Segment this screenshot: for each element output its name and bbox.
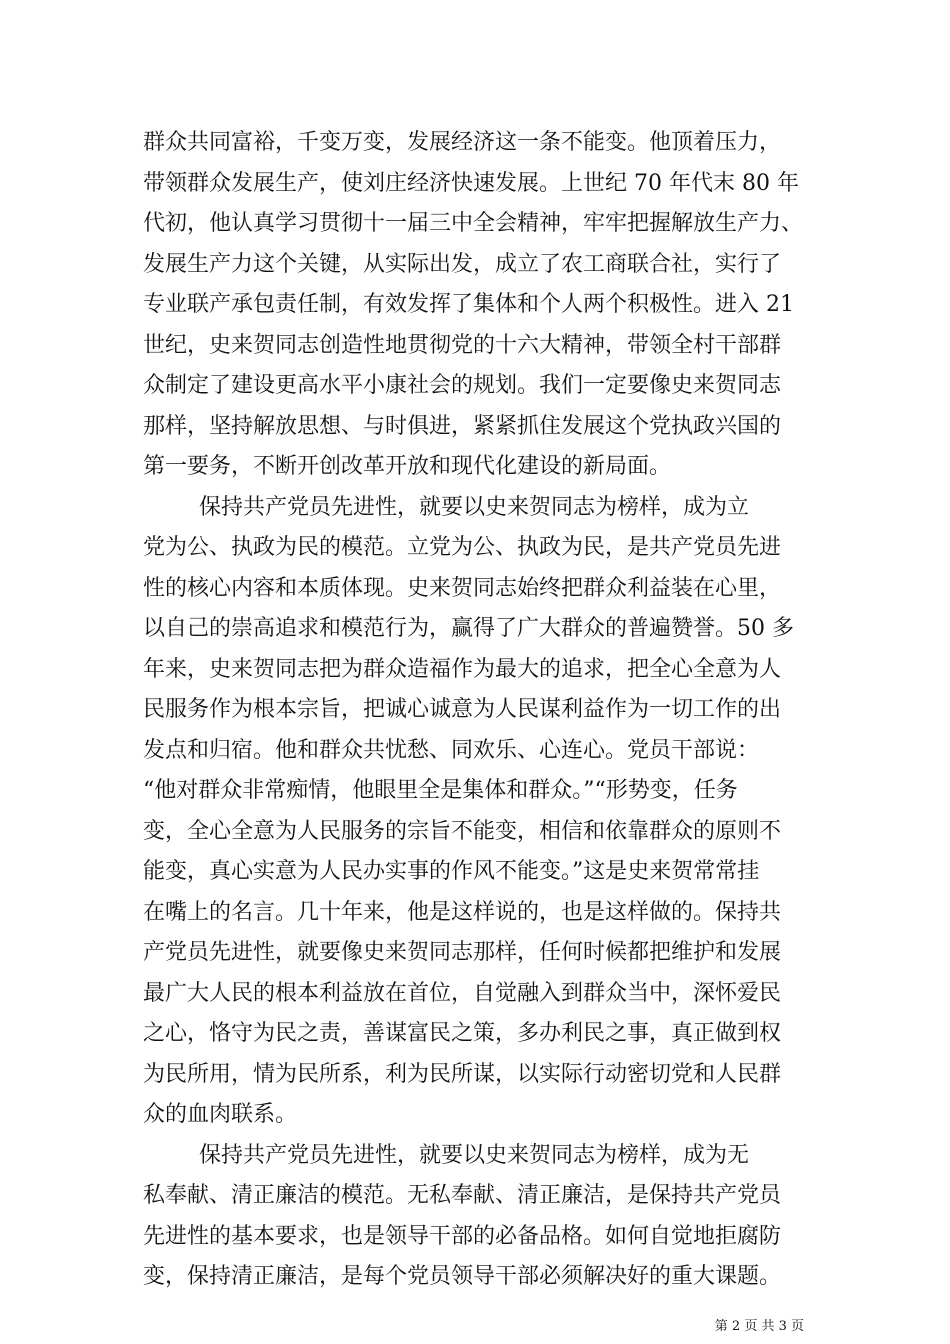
body-text-line: 为民所用，情为民所系，利为民所谋，以实际行动密切党和人民群 [143, 1062, 782, 1087]
body-text-line: 产党员先进性，就要像史来贺同志那样，任何时候都把维护和发展 [143, 940, 782, 965]
body-text-line: 专业联产承包责任制，有效发挥了集体和个人两个积极性。进入 21 [143, 292, 794, 317]
page-footer: 第 2 页 共 3 页 [714, 1319, 804, 1334]
body-text-line: 众制定了建设更高水平小康社会的规划。我们一定要像史来贺同志 [143, 373, 782, 398]
body-text-line: 党为公、执政为民的模范。立党为公、执政为民，是共产党员先进 [143, 535, 782, 560]
body-text-line: 先进性的基本要求，也是领导干部的必备品格。如何自觉地拒腐防 [143, 1224, 782, 1249]
paragraph-first-line: 保持共产党员先进性，就要以史来贺同志为榜样，成为立 [143, 495, 749, 520]
body-text-line: 发点和归宿。他和群众共忧愁、同欢乐、心连心。党员干部说： [143, 738, 760, 763]
body-text-line: 在嘴上的名言。几十年来，他是这样说的，也是这样做的。保持共 [143, 900, 782, 925]
paragraph-first-line: 保持共产党员先进性，就要以史来贺同志为榜样，成为无 [143, 1143, 749, 1168]
body-text-line: 那样，坚持解放思想、与时俱进，紧紧抓住发展这个党执政兴国的 [143, 414, 782, 439]
body-text-line: 变，全心全意为人民服务的宗旨不能变，相信和依靠群众的原则不 [143, 819, 782, 844]
body-text-line: 众的血肉联系。 [143, 1102, 298, 1127]
body-text-line: 发展生产力这个关键，从实际出发，成立了农工商联合社，实行了 [143, 252, 782, 277]
body-text-line: 之心，恪守为民之责，善谋富民之策，多办利民之事，真正做到权 [143, 1021, 782, 1046]
body-text-line: 能变，真心实意为人民办实事的作风不能变。”这是史来贺常常挂 [143, 859, 760, 884]
body-text-line: 以自己的崇高追求和模范行为，赢得了广大群众的普遍赞誉。50 多 [143, 616, 794, 641]
body-text-line: 带领群众发展生产，使刘庄经济快速发展。上世纪 70 年代末 80 年 [143, 171, 799, 196]
body-text-line: 变，保持清正廉洁，是每个党员领导干部必须解决好的重大课题。 [143, 1264, 782, 1289]
body-text-line: 私奉献、清正廉洁的模范。无私奉献、清正廉洁，是保持共产党员 [143, 1183, 782, 1208]
body-text-line: 民服务作为根本宗旨，把诚心诚意为人民谋利益作为一切工作的出 [143, 697, 782, 722]
body-text-line: 年来，史来贺同志把为群众造福作为最大的追求，把全心全意为人 [143, 657, 782, 682]
body-text-line: 世纪，史来贺同志创造性地贯彻党的十六大精神，带领全村干部群 [143, 333, 782, 358]
body-text-line: 群众共同富裕，千变万变，发展经济这一条不能变。他顶着压力， [143, 130, 782, 155]
body-text-line: 第一要务，不断开创改革开放和现代化建设的新局面。 [143, 454, 672, 479]
body-text-line: 性的核心内容和本质体现。史来贺同志始终把群众利益装在心里， [143, 576, 782, 601]
body-text-line: 代初，他认真学习贯彻十一届三中全会精神，牢牢把握解放生产力、 [143, 211, 804, 236]
body-text-line: “他对群众非常痴情，他眼里全是集体和群众。”“形势变，任务 [143, 778, 738, 803]
body-text-line: 最广大人民的根本利益放在首位，自觉融入到群众当中，深怀爱民 [143, 981, 782, 1006]
